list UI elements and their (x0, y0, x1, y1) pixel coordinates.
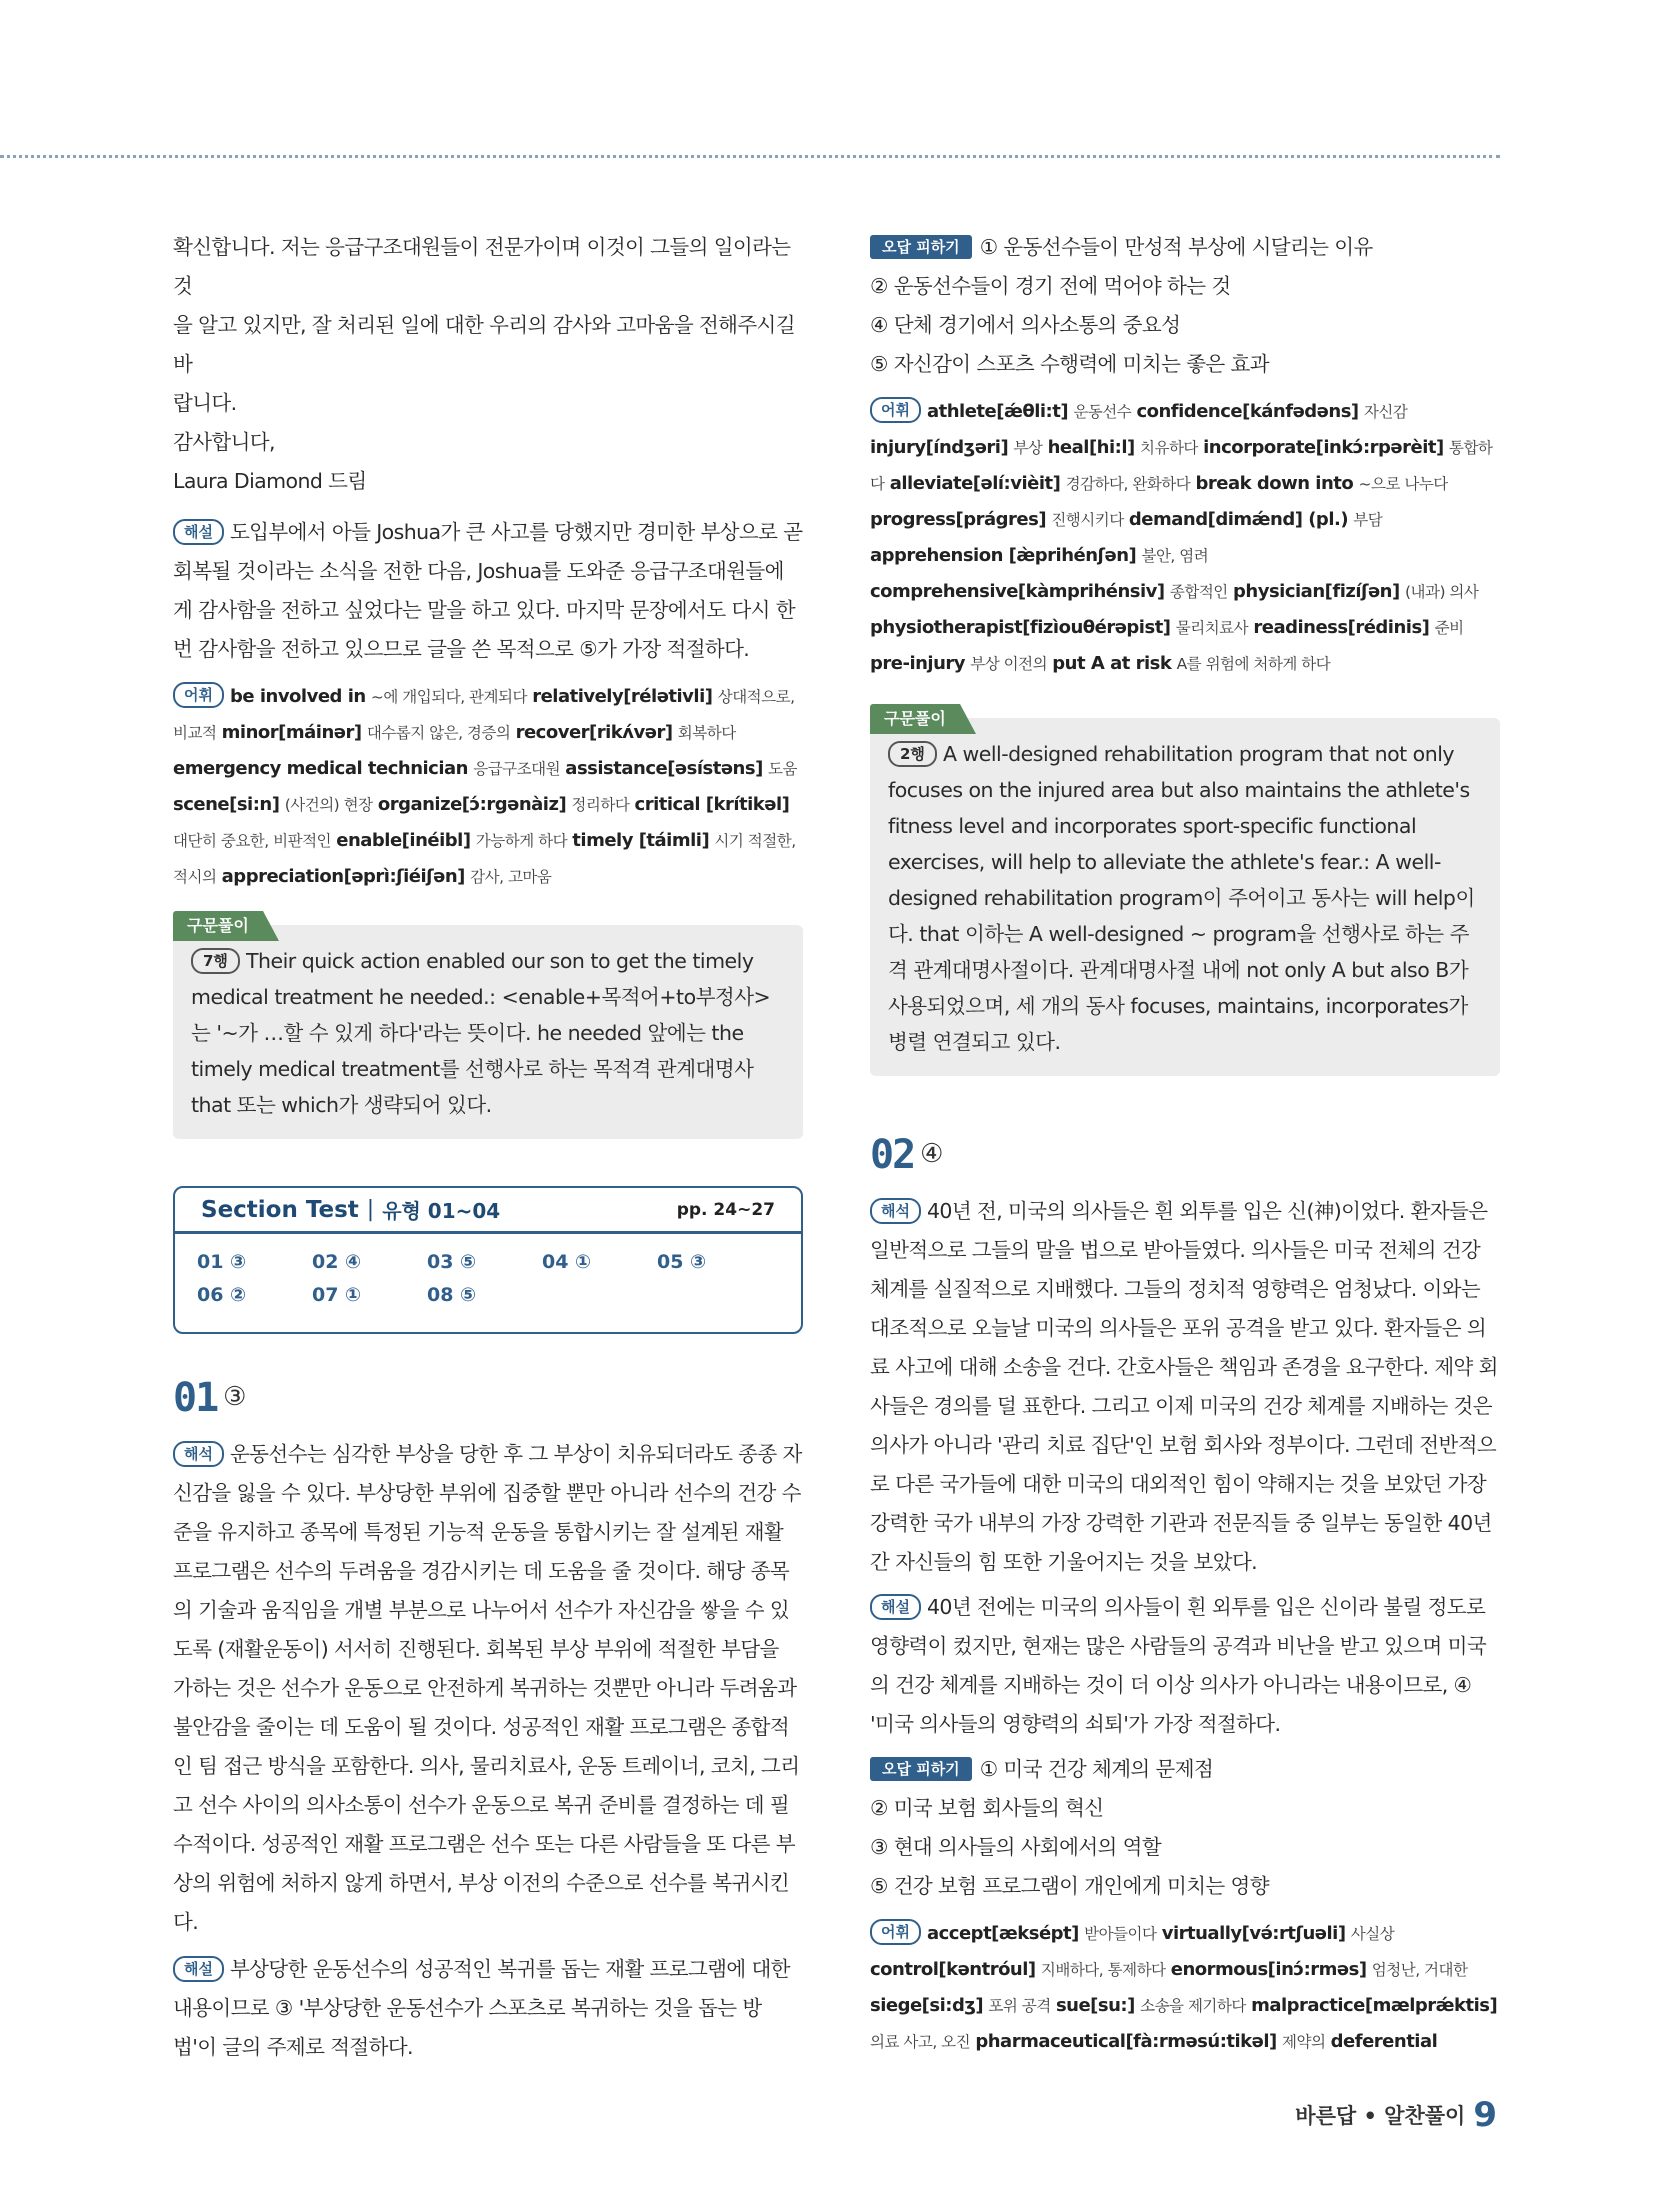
grammar-row-tag: 2행 (888, 741, 937, 767)
vocab-definition: 엄청난, 거대한 (1371, 1961, 1468, 1979)
intro-line: Laura Diamond 드림 (173, 469, 367, 493)
question-number: 01 (173, 1375, 218, 1421)
grammar-text: A well-designed rehabilitation program that not only focuses on the injured area but also maintains the athlete's fitness level and incorporates sport-specific functional exercises, will help to alleviate the athlete's fear.: A well-designed rehabilitation program이 주어이고 동사는 will help이다. that 이하는 A well-designed ~ program을 선행사로 하는 주격 관계대명사절이다. 관계대명사절 내에 not only A but also B가 사용되었으며, 세 개의 동사 focuses, maintains, incorporates가 병렬 연결되고 있다. (888, 742, 1475, 1054)
vocab-block (870, 394, 1500, 682)
vocab-word: minor[máinər] (221, 722, 362, 743)
vocab-word: enable[inéibl] (336, 830, 471, 851)
grammar-box (870, 709, 1500, 1076)
right-column (870, 228, 1500, 2060)
vocab-word: assistance[əsístəns] (565, 758, 763, 779)
vocab-definition: 운동선수 (1073, 403, 1132, 421)
explain-paragraph (173, 513, 803, 669)
vocab-word: sue[su:] (1055, 1995, 1135, 2016)
vocab-word: physician[fizíʃən] (1233, 581, 1400, 602)
vocab-definition: 상대적으로, 비교적 (173, 688, 795, 742)
vocab-word: critical [krítikəl] (634, 794, 790, 815)
explain-paragraph (173, 1950, 803, 2067)
vocab-definition: ~으로 나누다 (1358, 475, 1448, 493)
vocab-word: control[kəntróul] (870, 1959, 1036, 1980)
wrong-option: ① 운동선수들이 만성적 부상에 시달리는 이유 (979, 235, 1373, 259)
question-number: 02 (870, 1132, 915, 1178)
vocab-word: athlete[ǽθli:t] (926, 401, 1069, 422)
letter-translation-end (173, 228, 803, 501)
vocab-word: pre-injury (870, 653, 966, 674)
vocab-word: deferential (1330, 2031, 1438, 2052)
grammar-text: Their quick action enabled our son to get the timely medical treatment he needed.: <enable+목적어+to부정사>는 '~가 …할 수 있게 하다'라는 뜻이다. he needed 앞에는 the timely medical treatment를 선행사로 하는 목적격 관계대명사 that 또는 which가 생략되어 있다. (191, 949, 771, 1117)
translation-text: 40년 전, 미국의 의사들은 흰 외투를 입은 신(神)이었다. 환자들은 일반적으로 그들의 말을 법으로 받아들였다. 의사들은 미국 전체의 건강 체계를 실질적으로 지배했다. 그들의 정치적 영향력은 엄청났다. 이와는 대조적으로 오늘날 미국의 의사들은 포위 공격을 받고 있다. 환자들은 의료 사고에 대해 소송을 건다. 간호사들은 책임과 존경을 요구한다. 제약 회사들은 경의를 덜 표한다. 그리고 이제 미국의 건강 체계를 지배하는 것은 의사가 아니라 '관리 치료 집단'인 보험 회사와 정부이다. 그런데 전반적으로 다른 국가들에 대한 미국의 대외적인 힘이 약해지는 것을 보았던 가장 강력한 국가 내부의 가장 강력한 기관과 전문직들 중 일부는 동일한 40년간 자신들의 힘 또한 기울어지는 것을 보았다. (870, 1199, 1498, 1574)
vocab-word: comprehensive[kàmprihénsiv] (870, 581, 1165, 602)
vocab-word: demand[dimǽnd] (pl.) (1128, 509, 1349, 530)
vocab-list (870, 401, 1492, 674)
left-column (173, 228, 803, 1139)
wrong-option: ③ 현대 의사들의 사회에서의 역할 (870, 1835, 1162, 1859)
vocab-definition: 물리치료사 (1175, 619, 1249, 637)
section-test-header (175, 1188, 801, 1234)
vocab-word: pharmaceutical[fà:rməsú:tikəl] (975, 2031, 1277, 2052)
vocab-word: incorporate[inkɔ́:rpərèit] (1203, 437, 1444, 458)
vocab-definition: 제약의 (1282, 2033, 1326, 2051)
vocab-definition: 회복하다 (677, 724, 736, 742)
vocab-word: confidence[kánfədəns] (1136, 401, 1359, 422)
vocab-definition: 정리하다 (571, 796, 630, 814)
page-footer (1295, 2095, 1497, 2135)
question-01 (173, 1375, 803, 2071)
vocab-list (870, 1923, 1497, 2052)
vocab-definition: 치유하다 (1140, 439, 1198, 457)
vocab-word: injury[índʒəri] (870, 437, 1009, 458)
intro-line: 확신합니다. 저는 응급구조대원들이 전문가이며 이것이 그들의 일이라는 것 (173, 235, 791, 298)
vocab-definition: 가능하게 하다 (475, 832, 568, 850)
section-test-separator: | (366, 1197, 375, 1222)
vocab-definition: 종합적인 (1169, 583, 1228, 601)
vocab-word: progress[prágres] (870, 509, 1047, 530)
vocab-definition: 응급구조대원 (473, 760, 561, 778)
translation-paragraph (173, 1435, 803, 1942)
vocab-word: be involved in (229, 686, 366, 707)
vocab-definition: 대단히 중요한, 비판적인 (173, 832, 332, 850)
vocab-definition: 불안, 염려 (1141, 547, 1209, 565)
translation-text: 운동선수는 심각한 부상을 당한 후 그 부상이 치유되더라도 종종 자신감을 잃을 수 있다. 부상당한 부위에 집중할 뿐만 아니라 선수의 건강 수준을 유지하고 종목에 특정된 기능적 운동을 통합시키는 잘 설계된 재활 프로그램은 선수의 두려움을 경감시키는 데 도움을 줄 것이다. 해당 종목의 기술과 움직임을 개별 부분으로 나누어서 선수가 자신감을 쌓을 수 있도록 (재활운동이) 서서히 진행된다. 회복된 부상 부위에 적절한 부담을 가하는 것은 선수가 운동으로 안전하게 복귀하는 것뿐만 아니라 두려움과 불안감을 줄이는 데 도움이 될 것이다. 성공적인 재활 프로그램은 종합적인 팀 접근 방식을 포함한다. 의사, 물리치료사, 운동 트레이너, 코치, 그리고 선수 사이의 의사소통이 선수가 운동으로 복귀 준비를 결정하는 데 필수적이다. 성공적인 재활 프로그램은 선수 또는 다른 사람들을 또 다른 부상의 위험에 처하지 않게 하면서, 부상 이전의 수준으로 선수를 복귀시킨다. (173, 1442, 802, 1934)
translation-tag: 해석 (870, 1198, 921, 1224)
vocab-definition: 부상 (1013, 439, 1043, 457)
question-answer: ③ (223, 1382, 247, 1412)
section-test-title: Section Test (201, 1196, 359, 1223)
vocab-definition: 대수롭지 않은, 경증의 (366, 724, 511, 742)
vocab-word: alleviate[əlí:vièit] (889, 473, 1061, 494)
header-dotted-rule (0, 155, 1500, 158)
question-answer: ④ (920, 1139, 944, 1169)
vocab-definition: ~에 개입되다, 관계되다 (370, 688, 527, 706)
vocab-word: siege[si:dʒ] (870, 1995, 984, 2016)
explain-text: 부상당한 운동선수의 성공적인 복귀를 돕는 재활 프로그램에 대한 내용이므로 ③ '부상당한 운동선수가 스포츠로 복귀하는 것을 돕는 방법'이 글의 주제로 적절하다. (173, 1957, 790, 2059)
section-test-answer: 05 ③ (657, 1251, 707, 1273)
grammar-box (173, 916, 803, 1139)
intro-line: 감사합니다, (173, 430, 275, 454)
grammar-label: 구문풀이 (173, 911, 263, 941)
explain-tag: 해설 (870, 1594, 921, 1620)
section-test-answer: 02 ④ (312, 1251, 362, 1273)
vocab-word: put A at risk (1052, 653, 1172, 674)
wrong-options-block (870, 1750, 1500, 1906)
vocab-definition: 통합하다 (870, 439, 1493, 493)
section-test-answer: 04 ① (542, 1251, 592, 1273)
wrong-options-block (870, 228, 1500, 384)
section-test-answers (175, 1234, 801, 1310)
wrong-option: ⑤ 건강 보험 프로그램이 개인에게 미치는 영향 (870, 1874, 1269, 1898)
wrong-option: ⑤ 자신감이 스포츠 수행력에 미치는 좋은 효과 (870, 352, 1269, 376)
vocab-word: apprehension [æ̀prihénʃən] (870, 545, 1137, 566)
vocab-word: timely [táimli] (572, 830, 710, 851)
section-test-answer: 06 ② (197, 1284, 247, 1306)
section-test-answer: 01 ③ (197, 1251, 247, 1273)
vocab-definition: 부상 이전의 (970, 655, 1048, 673)
footer-label: 바른답 • 알찬풀이 (1295, 2104, 1466, 2128)
vocab-word: break down into (1195, 473, 1354, 494)
vocab-definition: 사실상 (1350, 1925, 1395, 1943)
question-01-heading (173, 1375, 803, 1421)
explain-text: 도입부에서 아들 Joshua가 큰 사고를 당했지만 경미한 부상으로 곧 회복될 것이라는 소식을 전한 다음, Joshua를 도와준 응급구조대원들에게 감사함을 전하고 싶었다는 말을 하고 있다. 마지막 문장에서도 다시 한 번 감사함을 전하고 있으므로 글을 쓴 목적으로 ⑤가 가장 적절하다. (173, 520, 803, 661)
intro-line: 랍니다. (173, 391, 237, 415)
intro-line: 을 알고 있지만, 잘 처리된 일에 대한 우리의 감사와 고마움을 전해주시길 바 (173, 313, 795, 376)
vocab-definition: 감사, 고마움 (470, 868, 552, 886)
explain-tag: 해설 (173, 519, 224, 545)
vocab-word: readiness[rédinis] (1253, 617, 1430, 638)
vocab-definition: 도움 (768, 760, 797, 778)
section-test-answer: 08 ⑤ (427, 1284, 477, 1306)
question-02 (870, 1132, 1500, 2060)
vocab-definition: 지배하다, 통제하다 (1040, 1961, 1166, 1979)
wrong-options-tag: 오답 피하기 (870, 235, 972, 259)
vocab-definition: 의료 사고, 오진 (870, 2033, 971, 2051)
vocab-definition: 부담 (1353, 511, 1383, 529)
wrong-option: ② 미국 보험 회사들의 혁신 (870, 1796, 1104, 1820)
vocab-tag: 어휘 (173, 682, 224, 708)
section-test-answer: 03 ⑤ (427, 1251, 477, 1273)
vocab-block (870, 1916, 1500, 2060)
vocab-tag: 어휘 (870, 397, 921, 423)
vocab-word: emergency medical technician (173, 758, 468, 779)
vocab-word: relatively[rélətivli] (532, 686, 713, 707)
explain-paragraph (870, 1588, 1500, 1744)
page-number: 9 (1473, 2095, 1497, 2135)
vocab-word: appreciation[əprì:ʃiéiʃən] (221, 866, 465, 887)
section-test-type: 유형 01~04 (382, 1199, 501, 1223)
vocab-block (173, 679, 803, 895)
vocab-word: heal[hi:l] (1047, 437, 1135, 458)
vocab-definition: 준비 (1434, 619, 1464, 637)
vocab-definition: 포위 공격 (988, 1997, 1051, 2015)
vocab-definition: (사건의) 현장 (284, 796, 373, 814)
vocab-word: virtually[və́:rtʃuəli] (1161, 1923, 1346, 1944)
vocab-definition: 받아들이다 (1084, 1925, 1157, 1943)
vocab-word: enormous[inɔ́:rməs] (1170, 1959, 1367, 1980)
grammar-label: 구문풀이 (870, 704, 960, 734)
explain-tag: 해설 (173, 1956, 224, 1982)
wrong-option: ④ 단체 경기에서 의사소통의 중요성 (870, 313, 1181, 337)
section-test-answer: 07 ① (312, 1284, 362, 1306)
vocab-definition: 소송을 제기하다 (1140, 1997, 1246, 2015)
vocab-word: physiotherapist[fizìouθérəpist] (870, 617, 1171, 638)
vocab-list (173, 686, 797, 887)
vocab-word: recover[rikʌ́vər] (515, 722, 673, 743)
section-test-box (173, 1186, 803, 1334)
wrong-options-tag: 오답 피하기 (870, 1757, 972, 1781)
section-test-pages: pp. 24~27 (676, 1200, 775, 1220)
vocab-definition: 진행시키다 (1051, 511, 1124, 529)
translation-tag: 해석 (173, 1441, 224, 1467)
wrong-option: ① 미국 건강 체계의 문제점 (979, 1757, 1214, 1781)
translation-paragraph (870, 1192, 1500, 1582)
vocab-definition: (내과) 의사 (1404, 583, 1479, 601)
vocab-definition: A를 위험에 처하게 하다 (1176, 655, 1331, 673)
vocab-definition: 경감하다, 완화하다 (1065, 475, 1191, 493)
vocab-word: accept[æksépt] (926, 1923, 1079, 1944)
vocab-definition: 시기 적절한, 적시의 (173, 832, 796, 886)
vocab-word: malpractice[mælprǽktis] (1251, 1995, 1498, 2016)
vocab-tag: 어휘 (870, 1919, 921, 1945)
wrong-option: ② 운동선수들이 경기 전에 먹어야 하는 것 (870, 274, 1231, 298)
question-02-heading (870, 1132, 1500, 1178)
vocab-word: scene[si:n] (173, 794, 280, 815)
grammar-row-tag: 7행 (191, 948, 240, 974)
vocab-definition: 자신감 (1363, 403, 1408, 421)
vocab-word: organize[ɔ́:rgənàiz] (377, 794, 567, 815)
explain-text: 40년 전에는 미국의 의사들이 흰 외투를 입은 신이라 불릴 정도로 영향력이 컸지만, 현재는 많은 사람들의 공격과 비난을 받고 있으며 미국의 건강 체계를 지배하는 것이 더 이상 의사가 아니라는 내용이므로, ④ '미국 의사들의 영향력의 쇠퇴'가 가장 적절하다. (870, 1595, 1487, 1736)
